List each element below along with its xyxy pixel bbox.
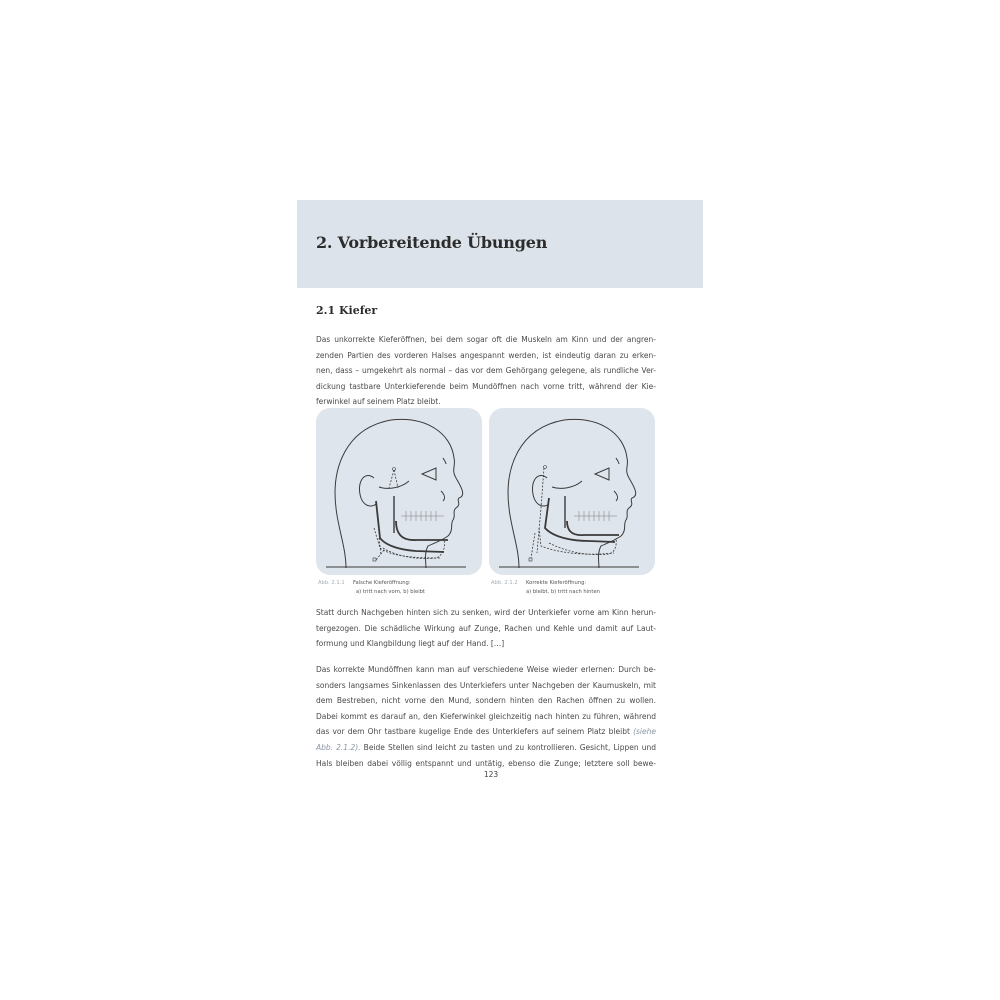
figure-number: Abb. 2.1.1	[318, 580, 345, 586]
figure-correct-jaw-opening	[489, 408, 655, 575]
text-segment: Beide Stellen sind leicht zu tasten und zu kontrollieren. Gesicht, Lippen und	[360, 742, 656, 752]
text-line: formung und Klangbildung liegt auf der Hand. […]	[316, 639, 505, 649]
text-line: dickung tastbare Unterkieferende beim Mundöffnen nach vorne tritt, während der Kie-	[316, 381, 656, 391]
figure-incorrect-jaw-opening	[316, 408, 482, 575]
caption-text	[353, 579, 425, 596]
chapter-title: 2. Vorbereitende Übungen	[316, 233, 548, 252]
text-line	[316, 724, 656, 740]
text-line: ferwinkel auf seinem Platz bleibt.	[316, 397, 441, 407]
text-line: zenden Partien des vorderen Halses angespannt werden, ist eindeutig daran zu erken-	[316, 350, 656, 360]
text-line: nen, dass – umgekehrt als normal – das vor dem Gehörgang gelegene, als rundliche Ver-	[316, 366, 656, 376]
text-line: dem Bestreben, nicht vorne den Mund, sondern hinten den Rachen öffnen zu wollen.	[316, 696, 656, 706]
caption-line: Falsche Kieferöffnung:	[353, 580, 411, 586]
text-line: Das unkorrekte Kieferöffnen, bei dem sogar oft die Muskeln am Kinn und der angren-	[316, 335, 656, 344]
figure-number: Abb. 2.1.2	[491, 580, 518, 586]
caption-text	[526, 579, 600, 596]
caption-line: a) bleibt, b) tritt nach hinten	[526, 588, 600, 595]
text-line: Hals bleiben dabei völlig entspannt und untätig, ebenso die Zunge; letztere soll bewe-	[316, 758, 656, 768]
paragraph-2	[316, 605, 656, 652]
caption-line: a) tritt nach vorn, b) bleibt	[356, 588, 425, 595]
text-segment: das vor dem Ohr tastbare kugelige Ende des Unterkiefers auf seinem Platz bleibt	[316, 727, 634, 737]
paragraph-1	[316, 332, 656, 410]
figure-reference: Abb. 2.1.2).	[316, 742, 361, 752]
paragraph-3	[316, 662, 656, 771]
head-profile-illustration	[316, 408, 482, 575]
head-profile-illustration	[489, 408, 655, 575]
section-title: 2.1 Kiefer	[316, 304, 378, 317]
page-number: 123	[483, 770, 499, 779]
figure-reference: (siehe	[633, 727, 656, 737]
text-line	[316, 740, 656, 756]
chapter-header-band	[297, 200, 703, 288]
text-line: Das korrekte Mundöffnen kann man auf verschiedene Weise wieder erlernen: Durch be-	[316, 665, 656, 674]
text-line: sonders langsames Sinkenlassen des Unterkiefers unter Nachgeben der Kaumuskeln, mit	[316, 680, 656, 690]
text-line: Dabei kommt es darauf an, den Kieferwinkel gleichzeitig nach hinten zu führen, während	[316, 711, 656, 721]
text-line: Statt durch Nachgeben hinten sich zu senken, wird der Unterkiefer vorne am Kinn herun-	[316, 608, 656, 617]
caption-line: Korrekte Kieferöffnung:	[526, 580, 587, 586]
text-line: tergezogen. Die schädliche Wirkung auf Zunge, Rachen und Kehle und damit auf Laut-	[316, 623, 656, 633]
